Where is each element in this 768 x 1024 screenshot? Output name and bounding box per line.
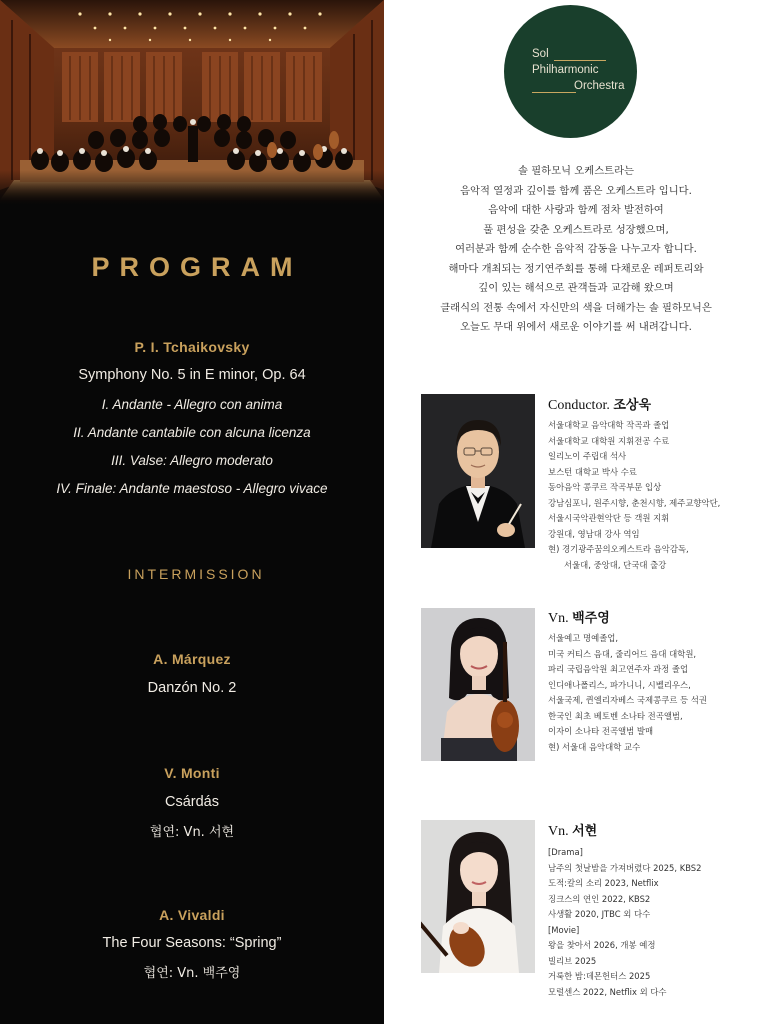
bio-line: 서울대학교 음악대학 작곡과 졸업	[548, 420, 670, 430]
bio-line: [Drama]	[548, 847, 583, 857]
bio-line: 서울대, 중앙대, 단국대 출강	[548, 559, 667, 570]
bio-line: 징크스의 연인 2022, KBS2	[548, 893, 651, 904]
movement-title: IV. Finale: Andante maestoso - Allegro vivace	[56, 481, 328, 496]
program-piece	[0, 821, 384, 840]
performer-korean-name: 조상욱	[613, 398, 652, 413]
intermission-label: INTERMISSION	[127, 566, 265, 582]
program-piece	[0, 962, 384, 981]
performer-name	[548, 820, 597, 840]
bio-line: 모럴센스 2022, Netflix 외 다수	[548, 986, 667, 997]
intro-line: 클래식의 전통 속에서 자신만의 색을 더해가는 솔 필하모닉은	[440, 301, 712, 314]
performer-role: Vn.	[548, 611, 569, 626]
work-title: Danzón No. 2	[147, 680, 237, 696]
conductor-photo	[421, 394, 535, 548]
bio-line: 빌리브 2025	[548, 955, 597, 966]
bio-line: 왕을 찾아서 2026, 개봉 예정	[548, 940, 656, 950]
orchestra-introduction	[384, 162, 768, 338]
orchestra-logo	[504, 5, 637, 138]
featured-soloist: 협연: Vn. 백주영	[143, 966, 241, 981]
intro-line: 음악적 열정과 깊이를 함께 품은 오케스트라 입니다.	[460, 184, 692, 197]
composer-name: A. Márquez	[153, 651, 231, 667]
movement-title: III. Valse: Allegro moderato	[111, 453, 273, 468]
bio-line: 한국인 최초 베토벤 소나타 전곡앨범,	[548, 710, 683, 721]
bio-line: 서울국제, 퀸엘리자베스 국제콩쿠르 등 석권	[548, 695, 707, 705]
concert-hall-photo	[0, 0, 384, 205]
intro-line: 오늘도 무대 위에서 새로운 이야기를 써 내려갑니다.	[460, 321, 692, 333]
movement	[0, 453, 384, 468]
program-piece	[0, 680, 384, 696]
composer-name: V. Monti	[164, 765, 220, 781]
info-panel	[384, 0, 768, 1024]
program-piece	[0, 765, 384, 781]
performer-role: Conductor.	[548, 398, 610, 413]
bio-line: 강원대, 영남대 강사 역임	[548, 528, 640, 539]
program-piece	[0, 907, 384, 923]
bio-line: 현) 서울대 음악대학 교수	[548, 741, 641, 752]
composer-name: P. I. Tchaikovsky	[134, 339, 250, 355]
logo-text-philharmonic: Philharmonic	[532, 64, 599, 76]
bio-line: 동아음악 콩쿠르 작곡부문 입상	[548, 482, 662, 492]
work-title: The Four Seasons: “Spring”	[102, 935, 282, 951]
bio-line: 일리노이 주립대 석사	[548, 451, 627, 461]
program-piece	[0, 935, 384, 951]
intro-line: 음악에 대한 사랑과 함께 점차 발전하여	[488, 204, 664, 216]
performer-name	[548, 394, 651, 414]
work-title: Symphony No. 5 in E minor, Op. 64	[78, 367, 306, 383]
logo-rule	[532, 92, 576, 93]
intro-line: 해마다 개최되는 정기연주회를 통해 다채로운 레퍼토리와	[448, 262, 704, 275]
program-piece	[0, 367, 384, 383]
logo-text-sol: Sol	[532, 48, 549, 60]
intro-line: 풀 편성을 갖춘 오케스트라로 성장했으며,	[483, 223, 669, 236]
bio-line: 보스턴 대학교 박사 수료	[548, 466, 637, 477]
violinist-photo	[421, 608, 535, 761]
bio-line: 남주의 첫날밤을 가져버렸다 2025, KBS2	[548, 862, 702, 873]
program-piece	[0, 339, 384, 355]
performer-role: Vn.	[548, 824, 569, 839]
intro-line: 여러분과 함께 순수한 음악적 감동을 나누고자 합니다.	[455, 243, 697, 255]
bio-line: 강남심포니, 원주시향, 춘천시향, 제주교향악단,	[548, 497, 721, 508]
movement-title: I. Andante - Allegro con anima	[101, 397, 283, 412]
violinist-photo	[421, 820, 535, 973]
program-heading: PROGRAM	[91, 252, 303, 282]
bio-line: 도적:칼의 소리 2023, Netflix	[548, 878, 659, 888]
performer-bio	[548, 845, 701, 1000]
bio-line: 사생활 2020, JTBC 외 다수	[548, 909, 651, 919]
bio-line: 서울시국악관현악단 등 객원 지휘	[548, 513, 670, 523]
bio-line: 미국 커티스 음대, 줄리어드 음대 대학원,	[548, 648, 697, 659]
featured-soloist: 협연: Vn. 서현	[149, 825, 235, 840]
bio-line: 이자이 소나타 전곡앨범 발매	[548, 726, 654, 736]
intro-line: 솔 필하모닉 오케스트라는	[518, 165, 634, 177]
bio-line: 파리 국립음악원 최고연주자 과정 졸업	[548, 664, 689, 674]
performer-name	[548, 607, 610, 627]
program-piece	[0, 794, 384, 810]
bio-line: 현) 경기광주꿈의오케스트라 음악감독,	[548, 544, 689, 554]
movement-title: II. Andante cantabile con alcuna licenza	[73, 425, 311, 440]
bio-line: 거룩한 밤:데몬헌터스 2025	[548, 971, 651, 981]
bio-line: 서울대학교 대학원 지휘전공 수료	[548, 435, 670, 446]
bio-line: 인디애나폴리스, 파가니니, 시벨리우스,	[548, 679, 691, 690]
performer-korean-name: 서현	[572, 824, 598, 839]
performer-korean-name: 백주영	[572, 611, 610, 626]
performer-bio	[548, 418, 720, 573]
work-title: Csárdás	[165, 794, 219, 810]
movement	[0, 397, 384, 412]
movement	[0, 481, 384, 496]
movement	[0, 425, 384, 440]
logo-rule	[554, 60, 606, 61]
intro-line: 깊이 있는 해석으로 관객들과 교감해 왔으며	[478, 282, 674, 294]
performer-bio	[548, 631, 707, 755]
composer-name: A. Vivaldi	[159, 907, 225, 923]
program-piece	[0, 651, 384, 667]
bio-line: 서울예고 명예졸업,	[548, 633, 619, 643]
logo-text-orchestra: Orchestra	[574, 80, 625, 92]
bio-line: [Movie]	[548, 924, 580, 935]
